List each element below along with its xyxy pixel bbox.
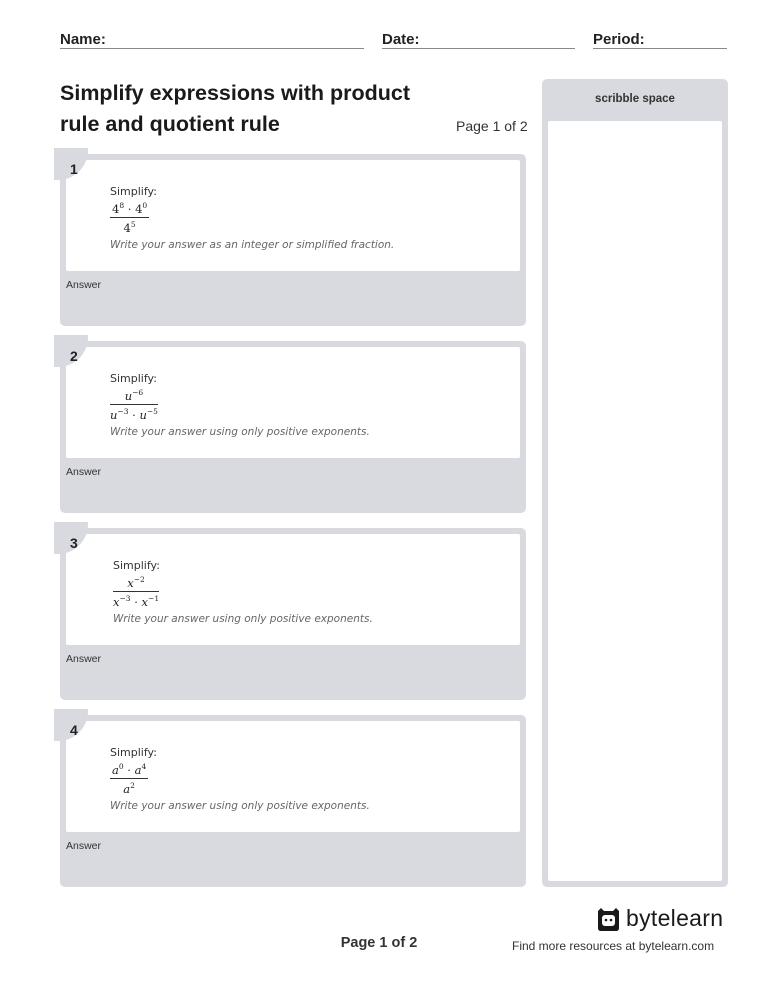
problem-card-2 [60, 341, 526, 513]
fraction-denominator [110, 779, 148, 796]
multiply-operator: · [127, 763, 131, 777]
bytelearn-logo-icon [595, 907, 622, 933]
problem-instruction: Write your answer using only positive exponents. [110, 426, 370, 438]
problem-prompt: Simplify: [113, 559, 160, 572]
answer-area[interactable]: Answer [66, 466, 102, 478]
problem-content [110, 372, 370, 438]
problem-body [66, 721, 520, 832]
term-exponent: 8 [119, 201, 125, 210]
date-field[interactable] [382, 31, 575, 49]
term-exponent: −6 [132, 388, 144, 397]
title-line-1: Simplify expressions with product [60, 81, 411, 105]
term-base: x [127, 576, 134, 590]
problem-card-3 [60, 528, 526, 700]
problem-body [66, 160, 520, 271]
name-label: Name: [60, 31, 106, 48]
term-exponent: 5 [130, 220, 136, 229]
term-base: 4 [123, 221, 131, 235]
problem-prompt: Simplify: [110, 185, 157, 198]
name-line[interactable] [60, 48, 364, 49]
page-indicator: Page 1 of 2 [456, 118, 528, 134]
term-base: a [112, 763, 119, 777]
fraction [110, 388, 158, 422]
fraction-numerator [110, 201, 149, 218]
fraction [110, 201, 149, 235]
term-base: a [123, 782, 131, 796]
term-exponent: 0 [142, 201, 148, 210]
problem-body [66, 347, 520, 458]
multiply-operator: · [134, 595, 138, 609]
date-line[interactable] [382, 48, 575, 49]
fraction-denominator [110, 405, 158, 422]
term-base: u [110, 408, 118, 422]
scribble-area[interactable] [548, 121, 722, 881]
problem-body [66, 534, 520, 645]
multiply-operator: · [127, 202, 132, 216]
fraction-numerator [110, 388, 158, 405]
period-line[interactable] [593, 48, 727, 49]
fraction [113, 575, 159, 609]
term-base: x [113, 595, 120, 609]
date-label: Date: [382, 31, 420, 48]
term-base: a [134, 763, 142, 777]
brand-name: bytelearn [626, 905, 724, 931]
fraction-denominator [110, 218, 149, 235]
term-exponent: −3 [119, 594, 131, 603]
period-field[interactable] [593, 31, 727, 49]
worksheet-title [60, 78, 440, 140]
answer-area[interactable]: Answer [66, 653, 102, 665]
fraction-numerator [110, 762, 148, 779]
multiply-operator: · [132, 408, 136, 422]
term-exponent: −1 [148, 594, 160, 603]
scribble-panel [542, 79, 728, 887]
fraction-denominator [113, 592, 159, 609]
answer-area[interactable]: Answer [66, 840, 102, 852]
term-base: x [141, 595, 149, 609]
problem-instruction: Write your answer using only positive exponents. [110, 800, 370, 812]
term-exponent: 2 [130, 781, 135, 790]
term-base: 4 [135, 202, 143, 216]
problem-content [110, 746, 370, 812]
term-exponent: −3 [117, 407, 129, 416]
name-field[interactable] [60, 31, 364, 49]
answer-area[interactable]: Answer [66, 279, 102, 291]
problem-card-4 [60, 715, 526, 887]
term-base: 4 [112, 202, 120, 216]
resources-link[interactable]: Find more resources at bytelearn.com [512, 939, 715, 953]
fraction [110, 762, 148, 796]
term-exponent: −5 [146, 407, 158, 416]
term-base: u [124, 389, 133, 403]
problem-content [110, 185, 394, 251]
term-base: u [139, 408, 147, 422]
problem-prompt: Simplify: [110, 372, 157, 385]
problem-number: 4 [70, 722, 78, 738]
problem-prompt: Simplify: [110, 746, 157, 759]
title-line-2: rule and quotient rule [60, 112, 280, 136]
problem-number: 2 [70, 348, 78, 364]
term-exponent: 0 [118, 762, 124, 771]
problem-card-1 [60, 154, 526, 326]
footer-page-number: Page 1 of 2 [340, 935, 418, 951]
period-label: Period: [593, 31, 645, 48]
problem-content [113, 559, 373, 625]
term-exponent: −2 [133, 575, 145, 584]
problem-instruction: Write your answer using only positive exponents. [113, 613, 373, 625]
fraction-numerator [113, 575, 159, 592]
term-exponent: 4 [141, 762, 147, 771]
problem-number: 1 [70, 161, 78, 177]
problem-number: 3 [70, 535, 78, 551]
problem-instruction: Write your answer as an integer or simplified fraction. [110, 239, 395, 251]
scribble-label: scribble space [595, 93, 675, 105]
